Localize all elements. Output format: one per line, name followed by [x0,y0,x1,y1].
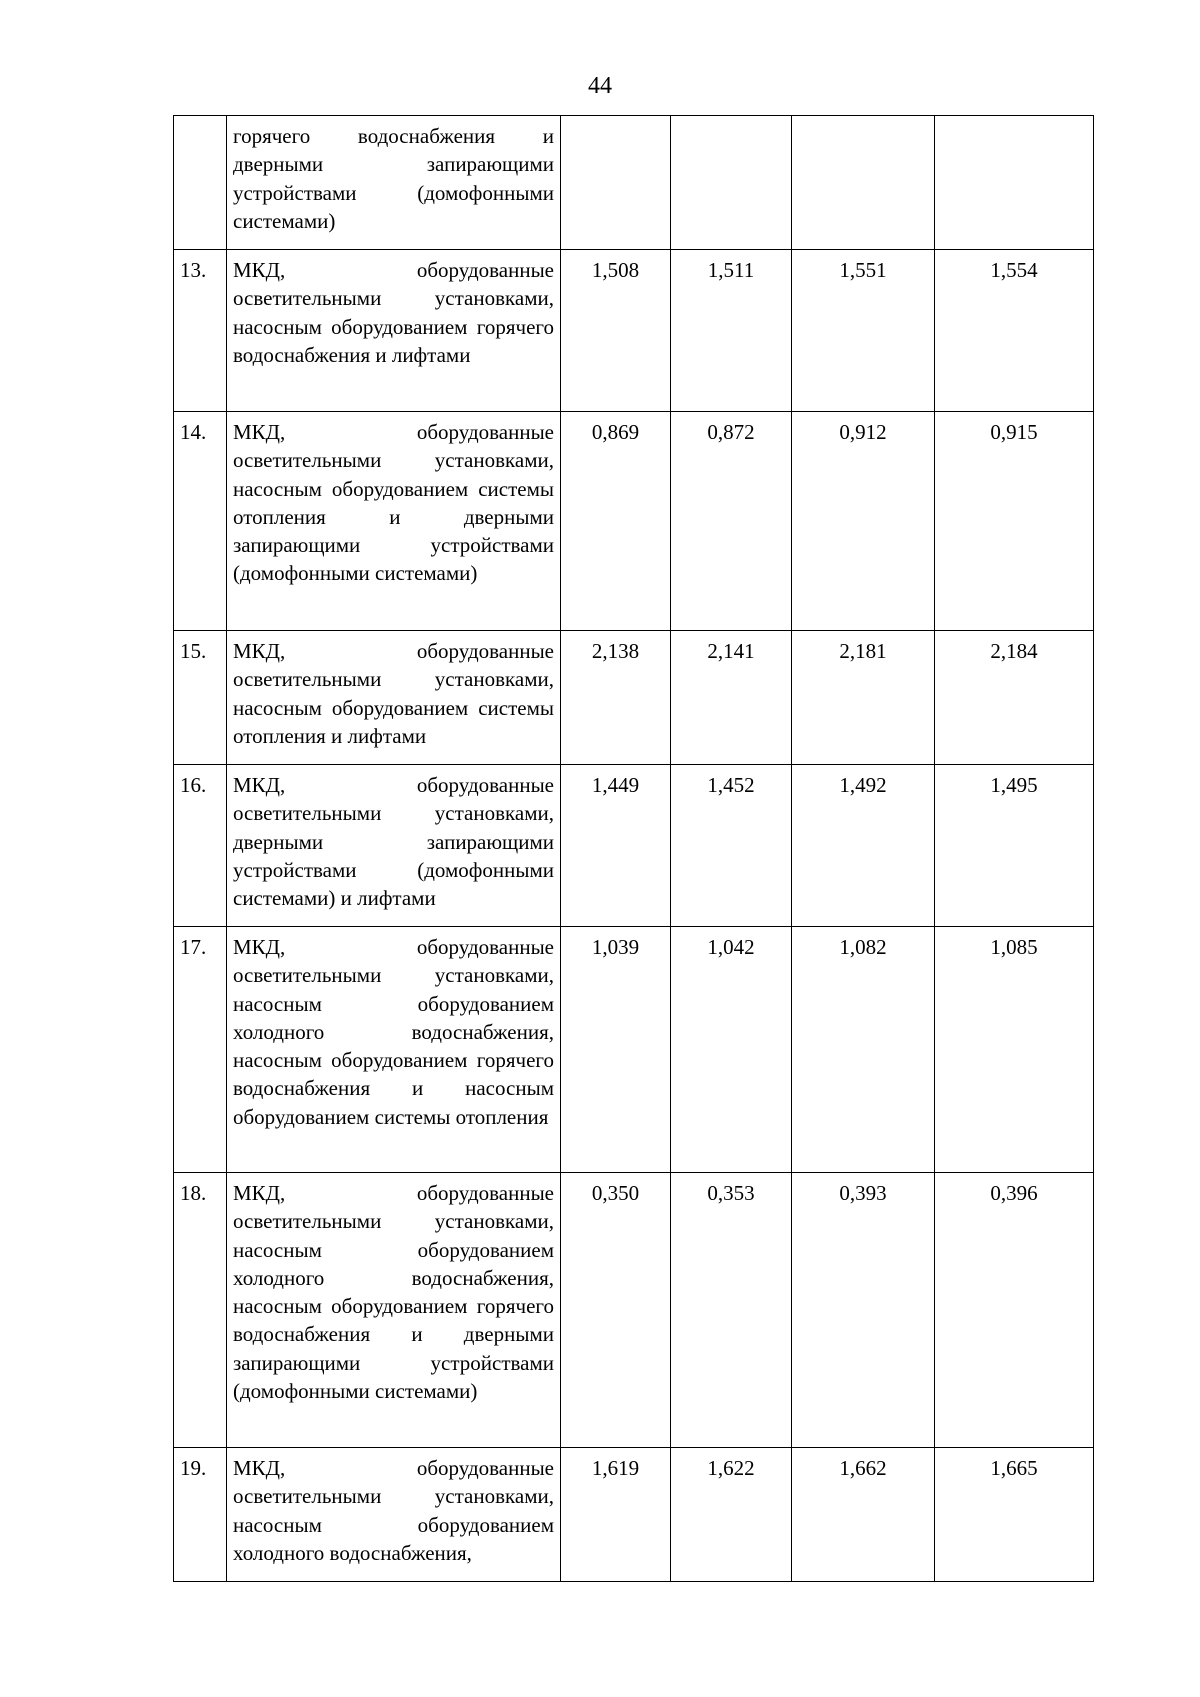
row-number: 17. [174,927,227,1173]
row-number: 18. [174,1173,227,1448]
table-row [174,631,1094,765]
page-number: 44 [588,73,612,99]
table-row [174,927,1094,1173]
table-row [174,116,1094,250]
value-cell: 1,511 [671,250,792,412]
value-cell [935,116,1094,250]
table-row [174,765,1094,927]
table-body [174,116,1094,1582]
value-cell: 1,508 [561,250,671,412]
value-cell [671,116,792,250]
value-cell: 2,138 [561,631,671,765]
value-cell: 1,042 [671,927,792,1173]
value-cell: 1,452 [671,765,792,927]
row-description: МКД, оборудованные осветительными установками, насосным оборудованием системы отопления и дверными запирающими устройствами (домофонными системами) [227,412,561,631]
row-number: 16. [174,765,227,927]
value-cell: 1,665 [935,1448,1094,1582]
row-description: горячего водоснабжения и дверными запирающими устройствами (домофонными системами) [227,116,561,250]
value-cell: 1,449 [561,765,671,927]
value-cell: 1,039 [561,927,671,1173]
value-cell: 1,082 [792,927,935,1173]
row-number: 14. [174,412,227,631]
value-cell: 1,619 [561,1448,671,1582]
value-cell: 2,181 [792,631,935,765]
table-row [174,250,1094,412]
tariff-table [173,115,1094,1582]
value-cell: 1,551 [792,250,935,412]
table-row [174,412,1094,631]
row-description: МКД, оборудованные осветительными установками, насосным оборудованием холодного водоснабжения, [227,1448,561,1582]
value-cell: 0,872 [671,412,792,631]
value-cell: 1,622 [671,1448,792,1582]
row-description: МКД, оборудованные осветительными установками, насосным оборудованием системы отопления и лифтами [227,631,561,765]
row-description: МКД, оборудованные осветительными установками, насосным оборудованием холодного водоснабжения, насосным оборудованием горячего водоснабжения и насосным оборудованием системы отопления [227,927,561,1173]
table-row [174,1448,1094,1582]
value-cell: 0,393 [792,1173,935,1448]
row-description: МКД, оборудованные осветительными установками, дверными запирающими устройствами (домофонными системами) и лифтами [227,765,561,927]
value-cell: 0,915 [935,412,1094,631]
row-number: 15. [174,631,227,765]
row-description: МКД, оборудованные осветительными установками, насосным оборудованием горячего водоснабжения и лифтами [227,250,561,412]
value-cell: 1,554 [935,250,1094,412]
value-cell: 0,912 [792,412,935,631]
row-number [174,116,227,250]
value-cell: 0,869 [561,412,671,631]
value-cell: 2,141 [671,631,792,765]
value-cell: 2,184 [935,631,1094,765]
value-cell [561,116,671,250]
value-cell: 1,492 [792,765,935,927]
value-cell: 0,396 [935,1173,1094,1448]
value-cell: 1,495 [935,765,1094,927]
table-row [174,1173,1094,1448]
value-cell [792,116,935,250]
value-cell: 1,085 [935,927,1094,1173]
row-number: 13. [174,250,227,412]
value-cell: 1,662 [792,1448,935,1582]
row-description: МКД, оборудованные осветительными установками, насосным оборудованием холодного водоснабжения, насосным оборудованием горячего водоснабжения и дверными запирающими устройствами (домофонными системами) [227,1173,561,1448]
value-cell: 0,350 [561,1173,671,1448]
row-number: 19. [174,1448,227,1582]
value-cell: 0,353 [671,1173,792,1448]
